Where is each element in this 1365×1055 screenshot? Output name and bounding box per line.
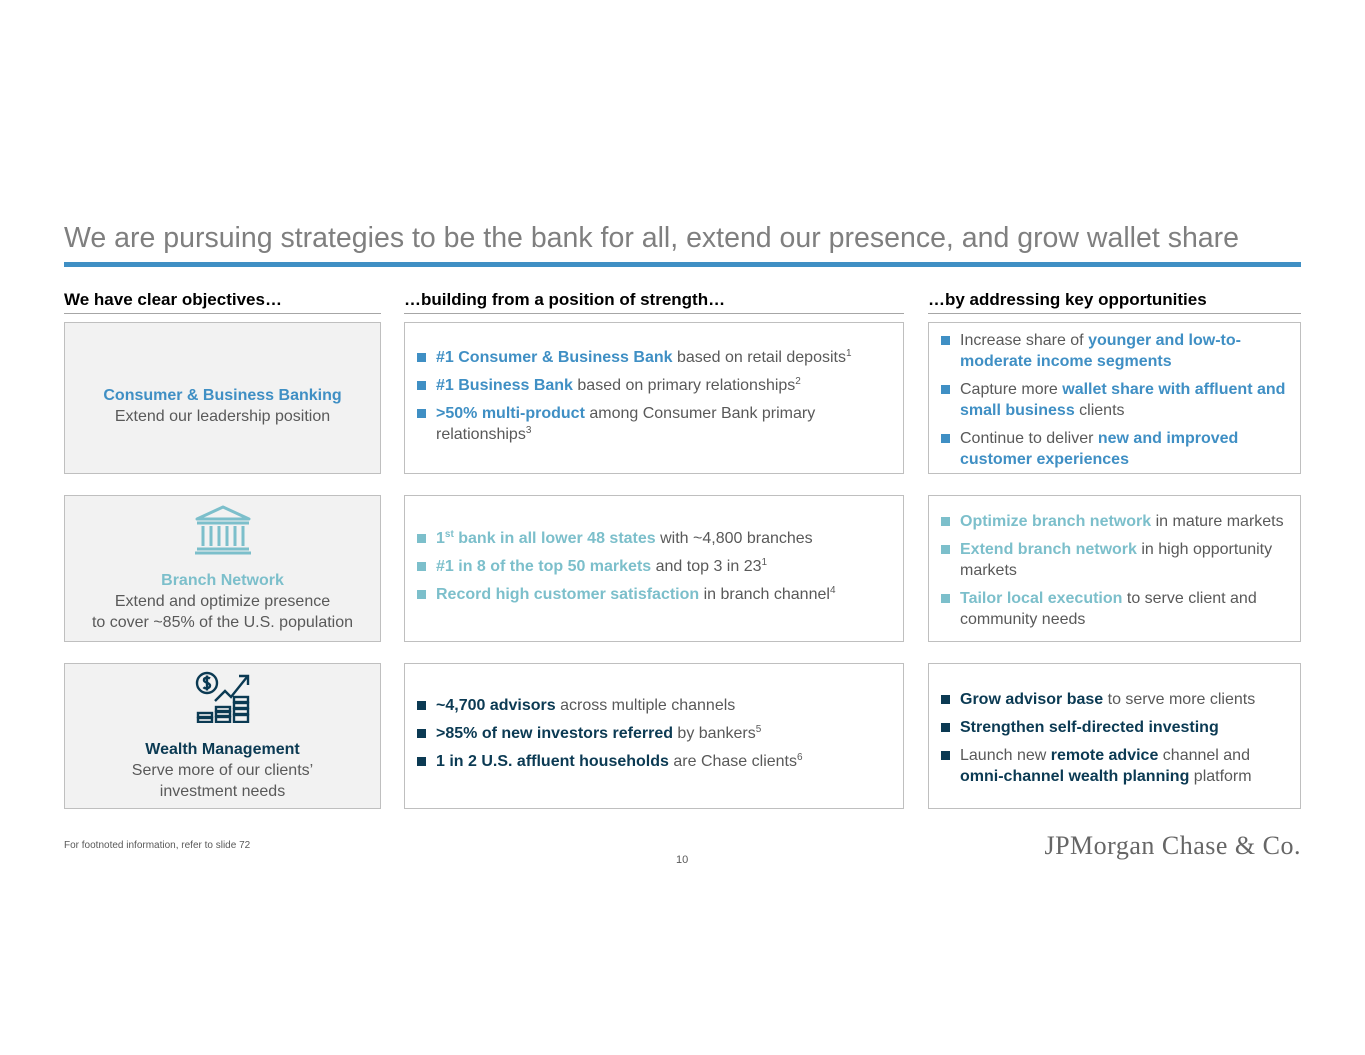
list-item: Optimize branch network in mature markets — [935, 511, 1294, 532]
list-item: Launch new remote advice channel and omni-channel wealth planning platform — [935, 745, 1294, 787]
opportunities-consumer-business-banking — [928, 322, 1301, 474]
objective-description-line-2: to cover ~85% of the U.S. population — [91, 614, 354, 631]
column-header-strength: …building from a position of strength… — [404, 290, 904, 314]
list-item: #1 Consumer & Business Bank based on retail deposits$^1$ — [411, 347, 897, 368]
list-item: >85% of new investors referred by bankers$^5$ — [411, 723, 897, 744]
slide-title: We are pursuing strategies to be the bank for all, extend our presence, and grow wallet share — [64, 222, 1239, 254]
objective-name: Branch Network — [161, 572, 284, 589]
strength-list — [411, 347, 897, 452]
list-item: Increase share of younger and low-to-moderate income segments — [935, 330, 1294, 372]
list-item: Grow advisor base to serve more clients — [935, 689, 1294, 710]
list-item: >50% multi-product among Consumer Bank primary relationships$^3$ — [411, 403, 897, 445]
list-item: 1st bank in all lower 48 states with ~4,800 branches — [411, 528, 897, 549]
objective-description-line-1: Extend and optimize presence — [114, 593, 331, 610]
objective-consumer-business-banking — [64, 322, 381, 474]
opportunity-list — [935, 511, 1294, 630]
list-item: Strengthen self-directed investing — [935, 717, 1294, 738]
strength-list — [411, 695, 897, 779]
list-item: #1 in 8 of the top 50 markets and top 3 in $23^1$ — [411, 556, 897, 577]
bank-building-icon — [193, 504, 253, 562]
objective-description-line-2: investment needs — [159, 782, 286, 800]
objective-name: Wealth Management — [145, 740, 300, 758]
list-item: Record high customer satisfaction in branch channel$^4$ — [411, 584, 897, 605]
list-item: ~4,700 advisors across multiple channels — [411, 695, 897, 716]
list-item: Capture more wallet share with affluent and small business clients — [935, 379, 1294, 421]
strength-consumer-business-banking — [404, 322, 904, 474]
objective-name: Consumer & Business Banking — [103, 387, 342, 404]
footnote: For footnoted information, refer to slide 72 — [64, 840, 251, 851]
column-header-objectives: We have clear objectives… — [64, 290, 381, 314]
opportunities-branch-network — [928, 495, 1301, 642]
strength-wealth-management — [404, 663, 904, 809]
objective-description: Extend our leadership position — [114, 408, 331, 425]
title-underline — [64, 262, 1301, 267]
list-item: #1 Business Bank based on primary relationships$^2$ — [411, 375, 897, 396]
column-header-opportunities: …by addressing key opportunities — [928, 290, 1301, 314]
list-item: Tailor local execution to serve client and community needs — [935, 588, 1294, 630]
strength-list — [411, 528, 897, 612]
objective-description-line-1: Serve more of our clients’ — [131, 761, 314, 779]
objective-wealth-management — [64, 663, 381, 809]
opportunity-list — [935, 689, 1294, 787]
page-number: 10 — [676, 854, 689, 866]
list-item: Continue to deliver new and improved customer experiences — [935, 428, 1294, 470]
list-item: Extend branch network in high opportunity markets — [935, 539, 1294, 581]
opportunity-list — [935, 330, 1294, 470]
list-item: 1 in 2 U.S. affluent households are Chase clients$^6$ — [411, 751, 897, 772]
company-logo: JPMorgan Chase & Co. — [1044, 831, 1301, 860]
opportunities-wealth-management — [928, 663, 1301, 809]
wealth-growth-icon — [195, 671, 251, 729]
strength-branch-network — [404, 495, 904, 642]
objective-branch-network — [64, 495, 381, 642]
